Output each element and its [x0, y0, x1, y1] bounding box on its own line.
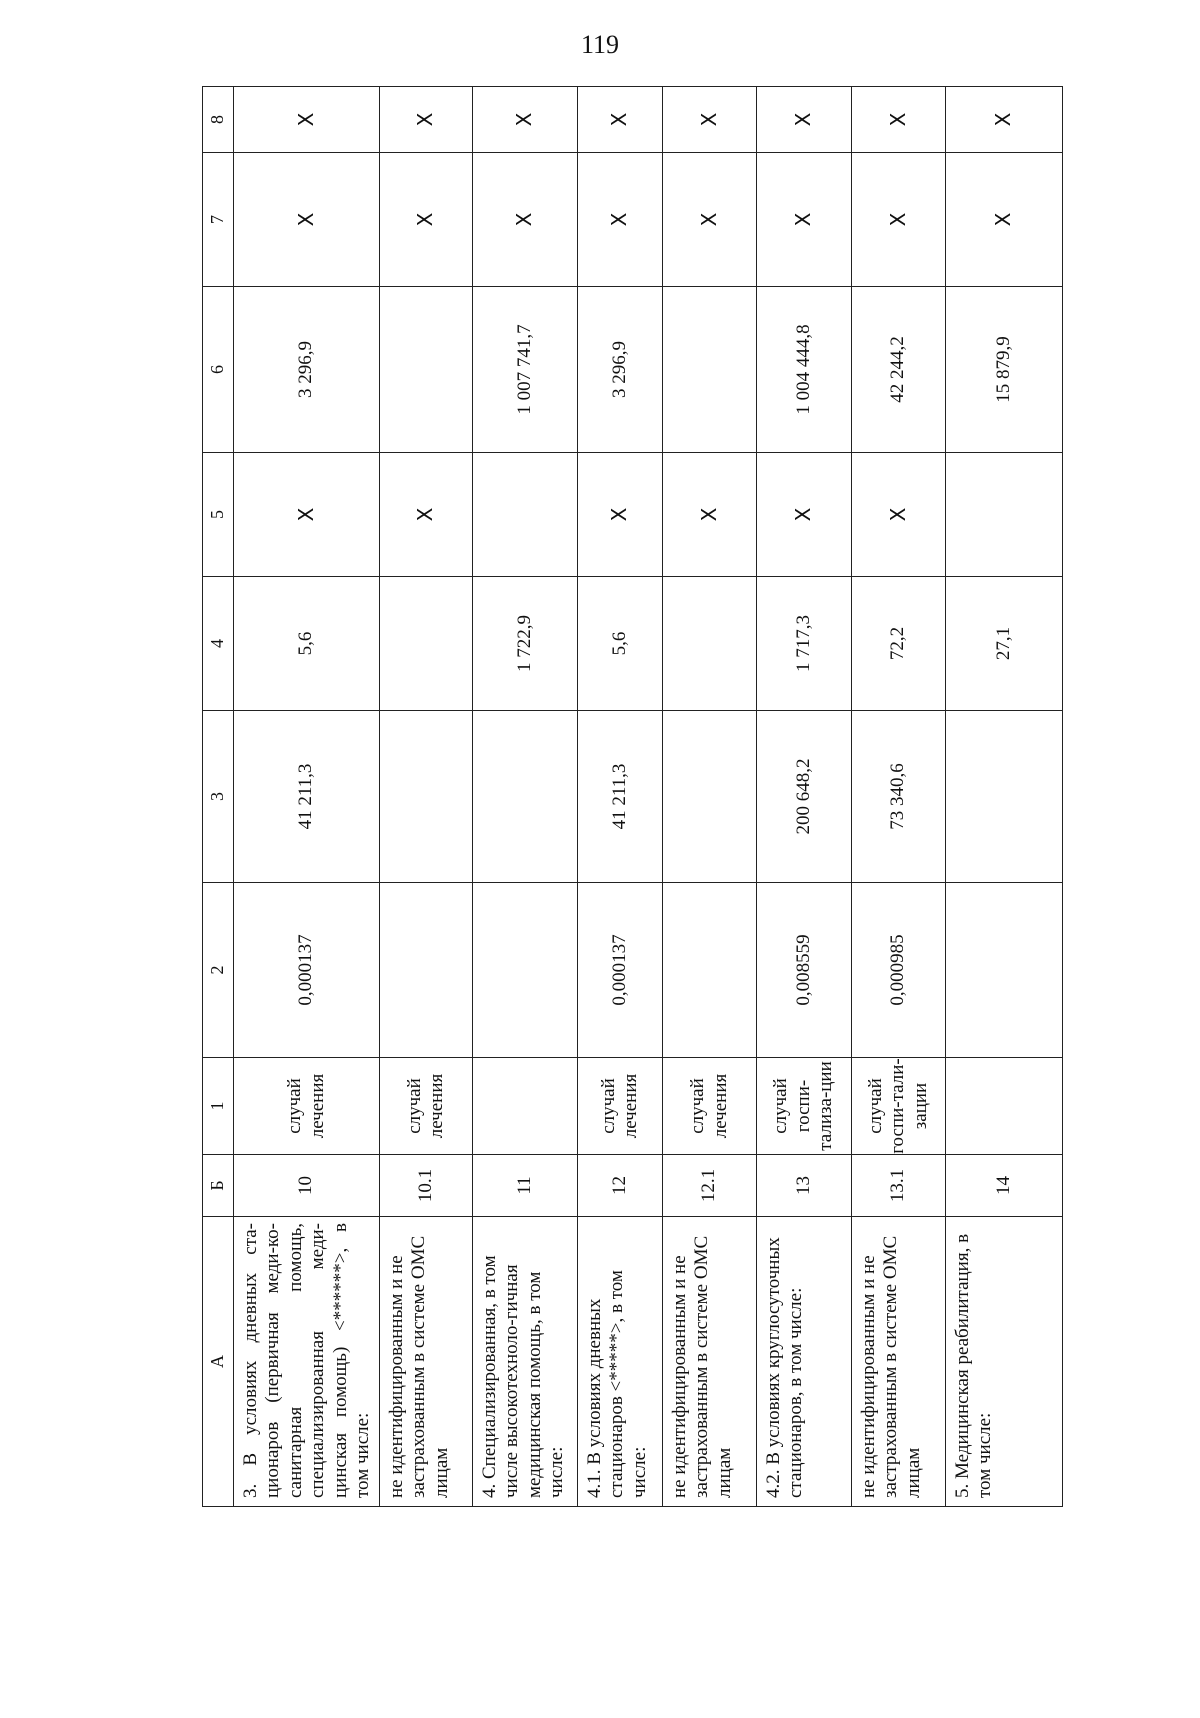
row-number: 12.1 [663, 1155, 757, 1217]
row-number: 14 [946, 1155, 1063, 1217]
value-cell [473, 883, 578, 1058]
value-cell: X [852, 153, 946, 287]
value-cell: X [578, 453, 663, 577]
row-description: 5. Медицинская реабилитация, в том числе: [946, 1217, 1063, 1507]
value-cell: 5,6 [234, 577, 380, 711]
row-description: не идентифицированным и не застрахованным в системе ОМС лицам [380, 1217, 473, 1507]
value-cell [663, 287, 757, 453]
value-cell: 1 004 444,8 [757, 287, 852, 453]
value-cell: X [663, 453, 757, 577]
value-cell: X [473, 87, 578, 153]
value-cell: X [946, 87, 1063, 153]
value-cell: X [663, 153, 757, 287]
row-description: не идентифицированным и не застрахованным в системе ОМС лицам [852, 1217, 946, 1507]
value-cell: X [380, 453, 473, 577]
value-cell: 15 879,9 [946, 287, 1063, 453]
column-header: А [203, 1217, 234, 1507]
value-cell: X [473, 153, 578, 287]
value-cell: 0,008559 [757, 883, 852, 1058]
row-description: не идентифицированным и не застрахованным в системе ОМС лицам [663, 1217, 757, 1507]
value-cell: 5,6 [578, 577, 663, 711]
unit-cell: случай госпи-тализа-ции [757, 1058, 852, 1155]
row-number: 10.1 [380, 1155, 473, 1217]
unit-cell: случай лечения [380, 1058, 473, 1155]
value-cell [380, 577, 473, 711]
value-cell: X [757, 153, 852, 287]
value-cell: X [578, 153, 663, 287]
value-cell [663, 711, 757, 883]
table-row [946, 87, 1063, 1507]
value-cell: X [380, 87, 473, 153]
value-cell: 0,000137 [578, 883, 663, 1058]
row-number: 13 [757, 1155, 852, 1217]
value-cell: 41 211,3 [234, 711, 380, 883]
column-header: 2 [203, 883, 234, 1058]
column-header: 3 [203, 711, 234, 883]
row-number: 13.1 [852, 1155, 946, 1217]
value-cell [380, 287, 473, 453]
value-cell: 1 717,3 [757, 577, 852, 711]
value-cell: 41 211,3 [578, 711, 663, 883]
data-table [202, 86, 1063, 1507]
value-cell: X [578, 87, 663, 153]
table-row [234, 87, 380, 1507]
value-cell [663, 577, 757, 711]
value-cell: 3 296,9 [578, 287, 663, 453]
table-row [757, 87, 852, 1507]
column-header: 8 [203, 87, 234, 153]
column-header: 5 [203, 453, 234, 577]
row-description: 3. В условиях дневных ста-ционаров (первичная меди-ко-санитарная помощь, специализированная меди-цинская помощь) <******>, в том числе: [234, 1217, 380, 1507]
column-header: Б [203, 1155, 234, 1217]
column-header: 4 [203, 577, 234, 711]
unit-cell: случай лечения [578, 1058, 663, 1155]
value-cell: X [946, 153, 1063, 287]
value-cell: 73 340,6 [852, 711, 946, 883]
row-number: 10 [234, 1155, 380, 1217]
value-cell: 1 007 741,7 [473, 287, 578, 453]
value-cell [946, 711, 1063, 883]
row-description: 4. Специализированная, в том числе высокотехноло-гичная медицинская помощь, в том числе: [473, 1217, 578, 1507]
value-cell: X [757, 87, 852, 153]
value-cell: X [663, 87, 757, 153]
header-row [203, 87, 234, 1507]
unit-cell: случай госпи-тали-зации [852, 1058, 946, 1155]
value-cell [380, 711, 473, 883]
value-cell: X [852, 453, 946, 577]
unit-cell: случай лечения [663, 1058, 757, 1155]
value-cell: X [380, 153, 473, 287]
table-row [663, 87, 757, 1507]
value-cell [473, 453, 578, 577]
value-cell: 0,000985 [852, 883, 946, 1058]
value-cell: X [234, 453, 380, 577]
value-cell [473, 711, 578, 883]
row-number: 12 [578, 1155, 663, 1217]
value-cell [946, 883, 1063, 1058]
value-cell: 3 296,9 [234, 287, 380, 453]
unit-cell [946, 1058, 1063, 1155]
value-cell: 0,000137 [234, 883, 380, 1058]
page-number: 119 [580, 30, 620, 59]
value-cell: 72,2 [852, 577, 946, 711]
value-cell: 27,1 [946, 577, 1063, 711]
value-cell: 42 244,2 [852, 287, 946, 453]
unit-cell: случай лечения [234, 1058, 380, 1155]
row-description: 4.2. В условиях круглосуточных стационаров, в том числе: [757, 1217, 852, 1507]
value-cell: 200 648,2 [757, 711, 852, 883]
rotated-table-container [202, 107, 1062, 1507]
table-row [473, 87, 578, 1507]
value-cell: X [852, 87, 946, 153]
unit-cell [473, 1058, 578, 1155]
column-header: 1 [203, 1058, 234, 1155]
table-row [578, 87, 663, 1507]
row-number: 11 [473, 1155, 578, 1217]
column-header: 7 [203, 153, 234, 287]
value-cell: X [234, 153, 380, 287]
row-description: 4.1. В условиях дневных стационаров <*****>, в том числе: [578, 1217, 663, 1507]
value-cell: X [234, 87, 380, 153]
value-cell [946, 453, 1063, 577]
value-cell: X [757, 453, 852, 577]
column-header: 6 [203, 287, 234, 453]
value-cell [380, 883, 473, 1058]
table-row [380, 87, 473, 1507]
value-cell [663, 883, 757, 1058]
table-row [852, 87, 946, 1507]
value-cell: 1 722,9 [473, 577, 578, 711]
